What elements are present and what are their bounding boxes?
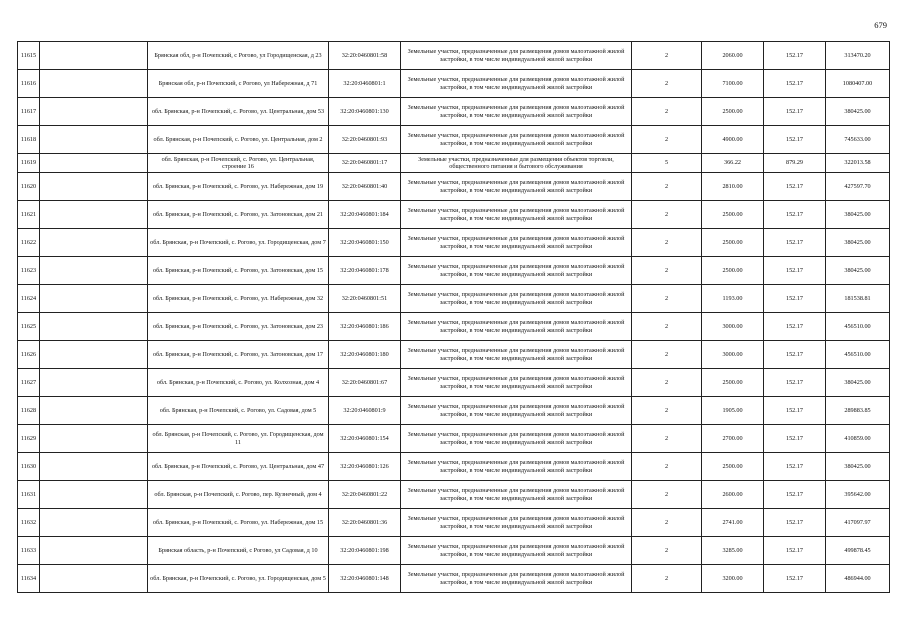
cadastral-value-cell: 380425.00: [826, 369, 890, 397]
blank-cell: [40, 126, 148, 154]
group-cell: 2: [632, 285, 702, 313]
cadastral-number-cell: 32:20:0460801:17: [329, 154, 401, 173]
cadastral-value-cell: 380425.00: [826, 453, 890, 481]
table-row: [18, 565, 890, 593]
cadastral-value-cell: 456510.00: [826, 341, 890, 369]
area-cell: 2060.00: [702, 42, 764, 70]
row-number-cell: 11626: [18, 341, 40, 369]
row-number-cell: 11630: [18, 453, 40, 481]
blank-cell: [40, 369, 148, 397]
table-row: [18, 70, 890, 98]
address-cell: обл. Брянская, р-н Почепский, с. Рогово, ул. Центральная, строение 16: [148, 154, 329, 173]
specific-value-cell: 152.17: [764, 229, 826, 257]
blank-cell: [40, 453, 148, 481]
land-use-cell: Земельные участки, предназначенные для размещения домов малоэтажной жилой застройки, в том числе индивидуальной жилой застройки: [401, 173, 632, 201]
cadastral-number-cell: 32:20:0460801:186: [329, 313, 401, 341]
land-use-cell: Земельные участки, предназначенные для размещения домов малоэтажной жилой застройки, в том числе индивидуальной жилой застройки: [401, 425, 632, 453]
group-cell: 2: [632, 481, 702, 509]
cadastral-value-cell: 181538.81: [826, 285, 890, 313]
land-use-cell: Земельные участки, предназначенные для размещения домов малоэтажной жилой застройки, в том числе индивидуальной жилой застройки: [401, 509, 632, 537]
cadastral-number-cell: 32:20:0460801:126: [329, 453, 401, 481]
blank-cell: [40, 481, 148, 509]
group-cell: 2: [632, 257, 702, 285]
land-use-cell: Земельные участки, предназначенные для размещения домов малоэтажной жилой застройки, в том числе индивидуальной жилой застройки: [401, 126, 632, 154]
area-cell: 4900.00: [702, 126, 764, 154]
area-cell: 1905.00: [702, 397, 764, 425]
cadastral-number-cell: 32:20:0460801:22: [329, 481, 401, 509]
group-cell: 2: [632, 453, 702, 481]
group-cell: 2: [632, 229, 702, 257]
land-use-cell: Земельные участки, предназначенные для размещения домов малоэтажной жилой застройки, в том числе индивидуальной жилой застройки: [401, 313, 632, 341]
row-number-cell: 11634: [18, 565, 40, 593]
blank-cell: [40, 173, 148, 201]
cadastral-value-cell: 380425.00: [826, 229, 890, 257]
specific-value-cell: 152.17: [764, 98, 826, 126]
area-cell: 2500.00: [702, 453, 764, 481]
land-use-cell: Земельные участки, предназначенные для размещения домов малоэтажной жилой застройки, в том числе индивидуальной жилой застройки: [401, 537, 632, 565]
address-cell: обл. Брянская, р-н Почепский, с. Рогово, пер. Кузнечный, дом 4: [148, 481, 329, 509]
area-cell: 7100.00: [702, 70, 764, 98]
table-row: [18, 313, 890, 341]
specific-value-cell: 152.17: [764, 285, 826, 313]
blank-cell: [40, 98, 148, 126]
blank-cell: [40, 537, 148, 565]
blank-cell: [40, 42, 148, 70]
specific-value-cell: 152.17: [764, 481, 826, 509]
table-row: [18, 397, 890, 425]
row-number-cell: 11624: [18, 285, 40, 313]
blank-cell: [40, 313, 148, 341]
area-cell: 2600.00: [702, 481, 764, 509]
cadastral-value-cell: 745633.00: [826, 126, 890, 154]
group-cell: 2: [632, 126, 702, 154]
address-cell: Брянская область, р-н Почепский, с Рогово, ул Садовая, д 10: [148, 537, 329, 565]
row-number-cell: 11622: [18, 229, 40, 257]
cadastral-value-cell: 499878.45: [826, 537, 890, 565]
area-cell: 1193.00: [702, 285, 764, 313]
blank-cell: [40, 341, 148, 369]
table-row: [18, 509, 890, 537]
group-cell: 2: [632, 42, 702, 70]
blank-cell: [40, 257, 148, 285]
specific-value-cell: 152.17: [764, 509, 826, 537]
table-row: [18, 425, 890, 453]
group-cell: 2: [632, 201, 702, 229]
address-cell: обл. Брянская, р-н Почепский, с. Рогово, ул. Городищенская, дом 11: [148, 425, 329, 453]
group-cell: 2: [632, 565, 702, 593]
cadastral-value-cell: 486944.00: [826, 565, 890, 593]
table-row: [18, 453, 890, 481]
cadastral-value-cell: 322013.58: [826, 154, 890, 173]
cadastral-register-table: [17, 41, 890, 593]
land-use-cell: Земельные участки, предназначенные для размещения домов малоэтажной жилой застройки, в том числе индивидуальной жилой застройки: [401, 341, 632, 369]
row-number-cell: 11617: [18, 98, 40, 126]
specific-value-cell: 152.17: [764, 257, 826, 285]
row-number-cell: 11625: [18, 313, 40, 341]
specific-value-cell: 152.17: [764, 425, 826, 453]
row-number-cell: 11632: [18, 509, 40, 537]
group-cell: 2: [632, 313, 702, 341]
row-number-cell: 11621: [18, 201, 40, 229]
address-cell: обл. Брянская, р-н Почепский, с. Рогово, ул. Садовая, дом 5: [148, 397, 329, 425]
cadastral-number-cell: 32:20:0460801:178: [329, 257, 401, 285]
row-number-cell: 11615: [18, 42, 40, 70]
table-row: [18, 537, 890, 565]
area-cell: 2500.00: [702, 98, 764, 126]
row-number-cell: 11631: [18, 481, 40, 509]
land-use-cell: Земельные участки, предназначенные для размещения домов малоэтажной жилой застройки, в том числе индивидуальной жилой застройки: [401, 70, 632, 98]
specific-value-cell: 152.17: [764, 565, 826, 593]
cadastral-number-cell: 32:20:0460801:148: [329, 565, 401, 593]
land-use-cell: Земельные участки, предназначенные для размещения домов малоэтажной жилой застройки, в том числе индивидуальной жилой застройки: [401, 42, 632, 70]
address-cell: обл. Брянская, р-н Почепский, с. Рогово, ул. Затоновская, дом 23: [148, 313, 329, 341]
row-number-cell: 11627: [18, 369, 40, 397]
cadastral-number-cell: 32:20:0460801:150: [329, 229, 401, 257]
table-row: [18, 201, 890, 229]
cadastral-number-cell: 32:20:0460801:58: [329, 42, 401, 70]
address-cell: обл. Брянская, р-н Почепский, с. Рогово, ул. Набережная, дом 15: [148, 509, 329, 537]
group-cell: 2: [632, 341, 702, 369]
row-number-cell: 11623: [18, 257, 40, 285]
address-cell: обл. Брянская, р-н Почепский, с. Рогово, ул. Колхозная, дом 4: [148, 369, 329, 397]
area-cell: 2500.00: [702, 369, 764, 397]
row-number-cell: 11620: [18, 173, 40, 201]
group-cell: 2: [632, 537, 702, 565]
cadastral-number-cell: 32:20:0460801:36: [329, 509, 401, 537]
area-cell: 3200.00: [702, 565, 764, 593]
group-cell: 2: [632, 369, 702, 397]
specific-value-cell: 152.17: [764, 341, 826, 369]
land-use-cell: Земельные участки, предназначенные для размещения домов малоэтажной жилой застройки, в том числе индивидуальной жилой застройки: [401, 397, 632, 425]
land-use-cell: Земельные участки, предназначенные для размещения домов малоэтажной жилой застройки, в том числе индивидуальной жилой застройки: [401, 98, 632, 126]
land-use-cell: Земельные участки, предназначенные для размещения объектов торговли, общественного питания и бытового обслуживания: [401, 154, 632, 173]
area-cell: 3285.00: [702, 537, 764, 565]
group-cell: 2: [632, 70, 702, 98]
address-cell: обл. Брянская, р-н Почепский, с. Рогово, ул. Затоновская, дом 15: [148, 257, 329, 285]
land-use-cell: Земельные участки, предназначенные для размещения домов малоэтажной жилой застройки, в том числе индивидуальной жилой застройки: [401, 453, 632, 481]
table-row: [18, 229, 890, 257]
cadastral-value-cell: 427597.70: [826, 173, 890, 201]
table-row: [18, 369, 890, 397]
row-number-cell: 11633: [18, 537, 40, 565]
cadastral-value-cell: 417097.97: [826, 509, 890, 537]
table-row: [18, 126, 890, 154]
row-number-cell: 11628: [18, 397, 40, 425]
specific-value-cell: 152.17: [764, 70, 826, 98]
address-cell: обл. Брянская, р-н Почепский, с. Рогово, ул. Затоновская, дом 21: [148, 201, 329, 229]
area-cell: 2810.00: [702, 173, 764, 201]
specific-value-cell: 152.17: [764, 537, 826, 565]
specific-value-cell: 879.29: [764, 154, 826, 173]
address-cell: обл. Брянская, р-н Почепский, с. Рогово, ул. Центральная, дом 53: [148, 98, 329, 126]
specific-value-cell: 152.17: [764, 397, 826, 425]
area-cell: 366.22: [702, 154, 764, 173]
row-number-cell: 11618: [18, 126, 40, 154]
blank-cell: [40, 154, 148, 173]
address-cell: обл. Брянская, р-н Почепский, с. Рогово, ул. Городищенская, дом 5: [148, 565, 329, 593]
group-cell: 2: [632, 509, 702, 537]
cadastral-value-cell: 380425.00: [826, 201, 890, 229]
cadastral-value-cell: 1080407.00: [826, 70, 890, 98]
table-row: [18, 285, 890, 313]
table-row: [18, 173, 890, 201]
table-row: [18, 341, 890, 369]
row-number-cell: 11616: [18, 70, 40, 98]
land-use-cell: Земельные участки, предназначенные для размещения домов малоэтажной жилой застройки, в том числе индивидуальной жилой застройки: [401, 285, 632, 313]
land-use-cell: Земельные участки, предназначенные для размещения домов малоэтажной жилой застройки, в том числе индивидуальной жилой застройки: [401, 229, 632, 257]
cadastral-number-cell: 32:20:0460801:67: [329, 369, 401, 397]
cadastral-value-cell: 380425.00: [826, 98, 890, 126]
cadastral-number-cell: 32:20:0460801:1: [329, 70, 401, 98]
cadastral-value-cell: 410859.00: [826, 425, 890, 453]
land-use-cell: Земельные участки, предназначенные для размещения домов малоэтажной жилой застройки, в том числе индивидуальной жилой застройки: [401, 201, 632, 229]
specific-value-cell: 152.17: [764, 42, 826, 70]
address-cell: обл. Брянская, р-н Почепский, с. Рогово, ул. Центральная, дом 2: [148, 126, 329, 154]
address-cell: обл. Брянская, р-н Почепский, с. Рогово, ул. Набережная, дом 32: [148, 285, 329, 313]
land-use-cell: Земельные участки, предназначенные для размещения домов малоэтажной жилой застройки, в том числе индивидуальной жилой застройки: [401, 257, 632, 285]
land-use-cell: Земельные участки, предназначенные для размещения домов малоэтажной жилой застройки, в том числе индивидуальной жилой застройки: [401, 481, 632, 509]
cadastral-number-cell: 32:20:0460801:154: [329, 425, 401, 453]
cadastral-number-cell: 32:20:0460801:93: [329, 126, 401, 154]
table-row: [18, 154, 890, 173]
register-rows: [18, 42, 890, 593]
group-cell: 2: [632, 173, 702, 201]
land-use-cell: Земельные участки, предназначенные для размещения домов малоэтажной жилой застройки, в том числе индивидуальной жилой застройки: [401, 565, 632, 593]
land-use-cell: Земельные участки, предназначенные для размещения домов малоэтажной жилой застройки, в том числе индивидуальной жилой застройки: [401, 369, 632, 397]
address-cell: обл. Брянская, р-н Почепский, с. Рогово, ул. Затоновская, дом 17: [148, 341, 329, 369]
table-row: [18, 42, 890, 70]
blank-cell: [40, 397, 148, 425]
blank-cell: [40, 70, 148, 98]
cadastral-value-cell: 380425.00: [826, 257, 890, 285]
cadastral-number-cell: 32:20:0460801:180: [329, 341, 401, 369]
specific-value-cell: 152.17: [764, 126, 826, 154]
page-number: 679: [874, 20, 887, 30]
row-number-cell: 11619: [18, 154, 40, 173]
cadastral-value-cell: 289883.85: [826, 397, 890, 425]
area-cell: 2700.00: [702, 425, 764, 453]
group-cell: 5: [632, 154, 702, 173]
blank-cell: [40, 565, 148, 593]
cadastral-number-cell: 32:20:0460801:9: [329, 397, 401, 425]
area-cell: 2500.00: [702, 229, 764, 257]
blank-cell: [40, 509, 148, 537]
specific-value-cell: 152.17: [764, 453, 826, 481]
address-cell: Брянская обл, р-н Почепский, с Рогово, ул Набережная, д 71: [148, 70, 329, 98]
address-cell: Брянская обл, р-н Почепский, с Рогово, ул Городищенская, д 23: [148, 42, 329, 70]
address-cell: обл. Брянская, р-н Почепский, с. Рогово, ул. Городищенская, дом 7: [148, 229, 329, 257]
cadastral-value-cell: 395642.00: [826, 481, 890, 509]
group-cell: 2: [632, 98, 702, 126]
table-row: [18, 98, 890, 126]
specific-value-cell: 152.17: [764, 369, 826, 397]
blank-cell: [40, 425, 148, 453]
address-cell: обл. Брянская, р-н Почепский, с. Рогово, ул. Набережная, дом 19: [148, 173, 329, 201]
cadastral-value-cell: 313470.20: [826, 42, 890, 70]
blank-cell: [40, 201, 148, 229]
table-row: [18, 257, 890, 285]
specific-value-cell: 152.17: [764, 313, 826, 341]
specific-value-cell: 152.17: [764, 201, 826, 229]
address-cell: обл. Брянская, р-н Почепский, с. Рогово, ул. Центральная, дом 47: [148, 453, 329, 481]
group-cell: 2: [632, 397, 702, 425]
blank-cell: [40, 285, 148, 313]
group-cell: 2: [632, 425, 702, 453]
blank-cell: [40, 229, 148, 257]
area-cell: 3000.00: [702, 341, 764, 369]
cadastral-number-cell: 32:20:0460801:198: [329, 537, 401, 565]
area-cell: 2741.00: [702, 509, 764, 537]
cadastral-number-cell: 32:20:0460801:184: [329, 201, 401, 229]
cadastral-number-cell: 32:20:0460801:51: [329, 285, 401, 313]
area-cell: 2500.00: [702, 257, 764, 285]
table-row: [18, 481, 890, 509]
cadastral-value-cell: 456510.00: [826, 313, 890, 341]
specific-value-cell: 152.17: [764, 173, 826, 201]
area-cell: 2500.00: [702, 201, 764, 229]
cadastral-number-cell: 32:20:0460801:130: [329, 98, 401, 126]
row-number-cell: 11629: [18, 425, 40, 453]
cadastral-number-cell: 32:20:0460801:40: [329, 173, 401, 201]
area-cell: 3000.00: [702, 313, 764, 341]
